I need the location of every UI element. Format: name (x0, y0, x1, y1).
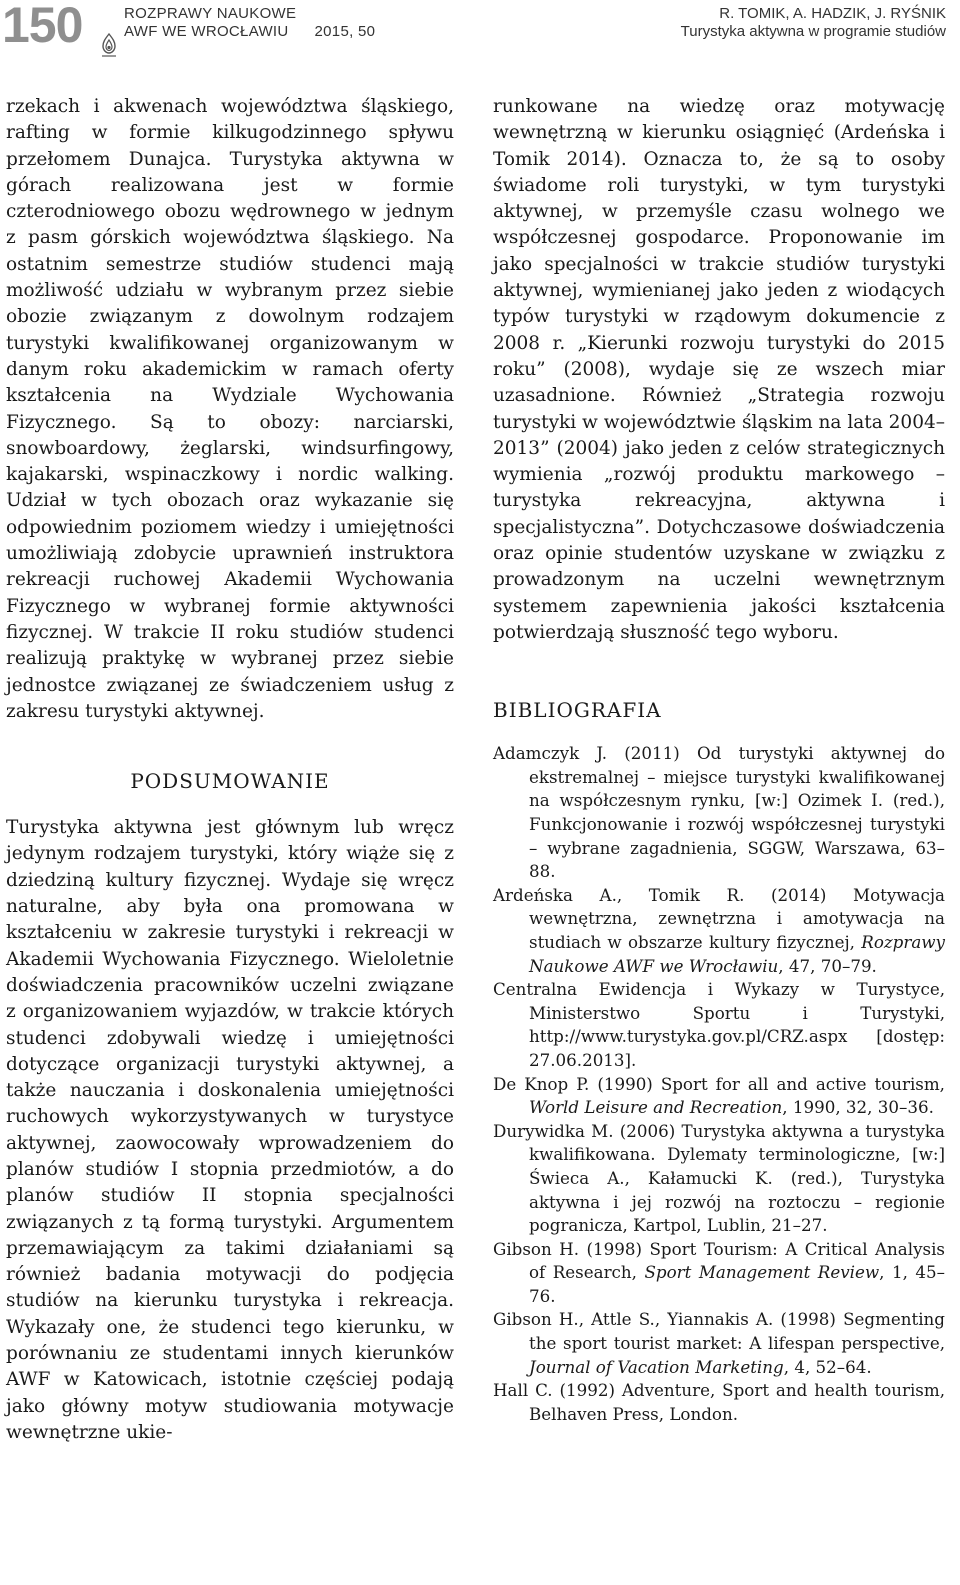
journal-line-1: ROZPRAWY NAUKOWE (124, 5, 297, 22)
authors: R. TOMIK, A. HADZIK, J. RYŚNIK (719, 5, 946, 22)
page-header (0, 0, 960, 60)
section-heading-bibliography: BIBLIOGRAFIA (493, 698, 662, 723)
body-paragraph: runkowane na wiedzę oraz motywację wewnętrzną w kierunku osiągnięć (Ardeńska i Tomik 2014). Oznacza to, że są to osoby świadome roli turystyki, w tym turystyki aktywnej, w przemyśle czasu wolnego we współczesnej gospodarce. Proponowanie im jako specjalności w trakcie studiów turystyki aktywnej, wymienianej jako jeden z wiodących typów turystyki w rządowym dokumencie z 2008 r. „Kierunki rozwoju turystyki do 2015 roku” (2008), wydaje się ze wszech miar uzasadnione. Również „Strategia rozwoju turystyki w województwie śląskim na lata 2004–2013” (2004) jako jeden z celów strategicznych wymienia „rozwój produktu markowego – turystyka rekreacyjna, aktywna i specjalistyczna”. Dotychczasowe doświadczenia oraz opinie studentów uzyskane w związku z prowadzonym na uczelni wewnętrznym systemem zapewnienia jakości kształcenia potwierdzają słuszność tego wyboru. (493, 96, 945, 643)
body-paragraph: rzekach i akwenach województwa śląskiego, rafting w formie kilkugodzinnego spływu przełomem Dunajca. Turystyka aktywna w górach realizowana jest w formie czterodniowego obozu wędrownego w jednym z pasm górskich województwa śląskiego. Na ostatnim semestrze studiów studenci mają możliwość udziału w wybranym przez siebie obozie związanym z dowolnym rodzajem turystyki kwalifikowanej organizowanym w danym roku akademickim w ramach oferty kształcenia na Wydziale Wychowania Fizycznego. Są to obozy: narciarski, snowboardowy, żeglarski, windsurfingowy, kajakarski, wspinaczkowy i nordic walking. Udział w tych obozach oraz wykazanie się odpowiednim poziomem wiedzy i umiejętności umożliwiają zdobycie uprawnień instruktora rekreacji ruchowej Akademii Wychowania Fizycznego w wybranej formie aktywności fizycznej. W trakcie II roku studiów studenci realizują praktykę w wybranej przez siebie jednostce związanej ze świadczeniem usług z zakresu turystyki aktywnej. (6, 96, 454, 722)
reference-item: De Knop P. (1990) Sport for all and active tourism, World Leisure and Recreation, 1990, 32, 30–36. (493, 1073, 945, 1118)
body-paragraph: Turystyka aktywna jest głównym lub wręcz jedynym rodzajem turystyki, który wiąże się z dziedziną kultury fizycznej. Wydaje się wręcz naturalne, aby była ona promowana w kształceniu w zakresie turystyki i rekreacji w Akademii Wychowania Fizycznego. Wieloletnie doświadczenia pracowników uczelni związane z organizowaniem wyjazdów, w trakcie których studenci zdobywali wiedzę i umiejętności dotyczące organizacji turystyki aktywnej, a także nauczania i doskonalenia umiejętności ruchowych wykorzystywanych w turystyce aktywnej, zaowocowały wprowadzeniem do planów studiów I stopnia przedmiotów, a do planów studiów II stopnia specjalności związanych z tą formą turystyki. Argumentem przemawiającym za takimi działaniami są również badania motywacji do podjęcia studiów na kierunku turystyka i rekreacja. Wykazały one, że studenci tego kierunku, w porównaniu ze studentami innych kierunków AWF w Katowicach, istotnie częściej podają jako główny motyw studiowania motywacje wewnętrzne ukie- (6, 817, 454, 1443)
reference-item: Adamczyk J. (2011) Od turystyki aktywnej do ekstremalnej – miejsce turystyki kwalifikowanej na współczesnym rynku, [w:] Ozimek I. (red.), Funkcjonowanie i rozwój współczesnej turystyki – wybrane zagadnienia, SGGW, Warszawa, 63–88. (493, 743, 945, 882)
reference-list (493, 742, 945, 1426)
running-head (681, 5, 946, 41)
year-volume: 2015, 50 (314, 23, 376, 40)
right-column (493, 94, 945, 1426)
reference-item: Durywidka M. (2006) Turystyka aktywna a turystyka kwalifikowana. Dylematy terminologiczne, [w:] Świeca A., Kałamucki K. (red.), Turystyka aktywna i jej rozwój na roztoczu – regionie pogranicza, Kartpol, Lublin, 21–27. (493, 1120, 945, 1236)
journal-name (124, 5, 375, 41)
page-number: 150 (2, 0, 83, 53)
journal-logo-icon (98, 32, 120, 58)
article-title: Turystyka aktywna w programie studiów (680, 23, 946, 40)
section-heading-summary: PODSUMOWANIE (130, 769, 330, 794)
reference-item: Centralna Ewidencja i Wykazy w Turystyce, Ministerstwo Sportu i Turystyki, http://www.turystyka.gov.pl/CRZ.aspx [dostęp: 27.06.2013]. (493, 979, 945, 1070)
reference-item: Gibson H., Attle S., Yiannakis A. (1998) Segmenting the sport tourist market: A lifespan perspective, Journal of Vacation Marketing, 4, 52–64. (493, 1309, 945, 1377)
reference-item: Hall C. (1992) Adventure, Sport and health tourism, Belhaven Press, London. (493, 1380, 945, 1424)
reference-item: Ardeńska A., Tomik R. (2014) Motywacja wewnętrzna, zewnętrzna i amotywacja na studiach w obszarze kultury fizycznej, Rozprawy Naukowe AWF we Wrocławiu, 47, 70–79. (493, 884, 945, 976)
left-column (6, 94, 454, 1446)
reference-item: Gibson H. (1998) Sport Tourism: A Critical Analysis of Research, Sport Management Review, 1, 45–76. (493, 1238, 945, 1306)
journal-line-2: AWF WE WROCŁAWIU (124, 23, 289, 40)
